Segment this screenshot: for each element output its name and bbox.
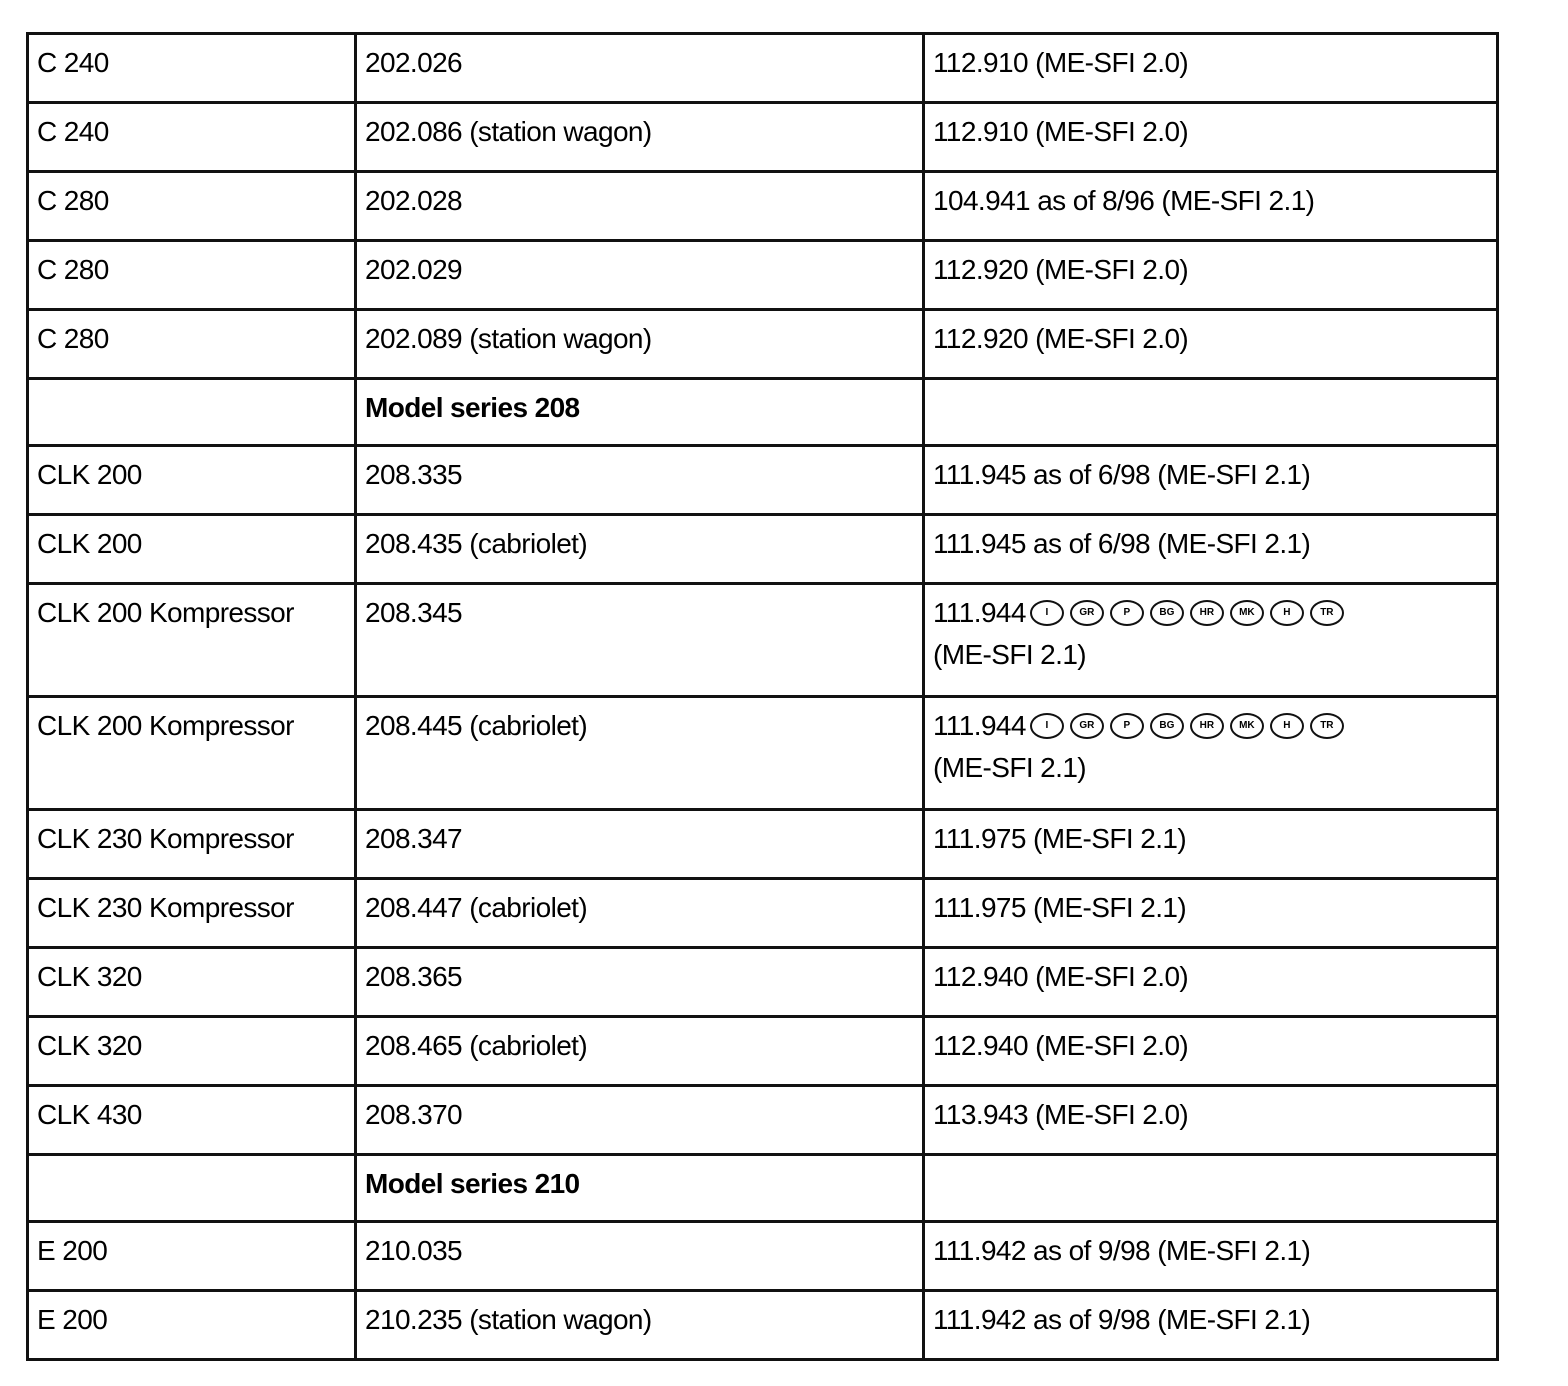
country-code-badge: MK: [1230, 600, 1264, 626]
engine-system: (ME-SFI 2.1): [933, 638, 1087, 670]
engine-cell: 112.940 (ME-SFI 2.0): [924, 948, 1498, 1017]
model-cell: CLK 200 Kompressor: [28, 584, 356, 697]
model-cell: CLK 200: [28, 515, 356, 584]
section-row: [28, 1155, 1498, 1222]
table-row: [28, 241, 1498, 310]
country-code-badge: P: [1110, 600, 1144, 626]
engine-cell: [924, 379, 1498, 446]
table-row: [28, 34, 1498, 103]
section-title: Model series 208: [356, 379, 924, 446]
country-code-badge: TR: [1310, 713, 1344, 739]
table-row: [28, 1086, 1498, 1155]
engine-code-line: [933, 593, 1488, 635]
designation-cell: 202.089 (station wagon): [356, 310, 924, 379]
table-row: [28, 515, 1498, 584]
country-code-badge: BG: [1150, 600, 1184, 626]
country-badges: [1030, 708, 1350, 748]
engine-system: (ME-SFI 2.1): [933, 751, 1087, 783]
model-cell: [28, 379, 356, 446]
table-row: [28, 172, 1498, 241]
engine-cell: 112.910 (ME-SFI 2.0): [924, 103, 1498, 172]
engine-code-line: [933, 706, 1488, 748]
engine-cell: 111.942 as of 9/98 (ME-SFI 2.1): [924, 1222, 1498, 1291]
country-code-badge: HR: [1190, 600, 1224, 626]
engine-cell: [924, 584, 1498, 697]
country-code-badge: BG: [1150, 713, 1184, 739]
model-cell: E 200: [28, 1291, 356, 1360]
engine-cell: 112.920 (ME-SFI 2.0): [924, 310, 1498, 379]
engine-code: 111.944: [933, 710, 1026, 741]
country-badges: [1030, 595, 1350, 635]
table-row: [28, 948, 1498, 1017]
country-code-badge: TR: [1310, 600, 1344, 626]
model-cell: C 240: [28, 103, 356, 172]
table-row: [28, 1222, 1498, 1291]
designation-cell: 208.345: [356, 584, 924, 697]
country-code-badge: MK: [1230, 713, 1264, 739]
designation-cell: 208.465 (cabriolet): [356, 1017, 924, 1086]
model-cell: C 240: [28, 34, 356, 103]
model-cell: C 280: [28, 310, 356, 379]
designation-cell: 208.370: [356, 1086, 924, 1155]
country-code-badge: P: [1110, 713, 1144, 739]
model-cell: CLK 200: [28, 446, 356, 515]
model-cell: C 280: [28, 172, 356, 241]
country-code-badge: H: [1270, 600, 1304, 626]
designation-cell: 210.035: [356, 1222, 924, 1291]
model-cell: E 200: [28, 1222, 356, 1291]
engine-cell: 111.942 as of 9/98 (ME-SFI 2.1): [924, 1291, 1498, 1360]
model-cell: CLK 230 Kompressor: [28, 810, 356, 879]
section-title: Model series 210: [356, 1155, 924, 1222]
engine-cell: [924, 1155, 1498, 1222]
country-code-badge: H: [1270, 713, 1304, 739]
designation-cell: 208.447 (cabriolet): [356, 879, 924, 948]
engine-cell: 111.975 (ME-SFI 2.1): [924, 879, 1498, 948]
engine-cell: 111.975 (ME-SFI 2.1): [924, 810, 1498, 879]
table-row: [28, 697, 1498, 810]
model-cell: C 280: [28, 241, 356, 310]
designation-cell: 208.365: [356, 948, 924, 1017]
designation-cell: 210.235 (station wagon): [356, 1291, 924, 1360]
engine-cell: 111.945 as of 6/98 (ME-SFI 2.1): [924, 515, 1498, 584]
designation-cell: 208.435 (cabriolet): [356, 515, 924, 584]
designation-cell: 202.026: [356, 34, 924, 103]
country-code-badge: GR: [1070, 600, 1104, 626]
table-row: [28, 879, 1498, 948]
designation-cell: 208.347: [356, 810, 924, 879]
country-code-badge: I: [1030, 600, 1064, 626]
engine-cell: 111.945 as of 6/98 (ME-SFI 2.1): [924, 446, 1498, 515]
engine-cell: 112.940 (ME-SFI 2.0): [924, 1017, 1498, 1086]
designation-cell: 202.028: [356, 172, 924, 241]
table-row: [28, 446, 1498, 515]
country-code-badge: I: [1030, 713, 1064, 739]
model-cell: CLK 230 Kompressor: [28, 879, 356, 948]
section-row: [28, 379, 1498, 446]
engine-cell: 112.920 (ME-SFI 2.0): [924, 241, 1498, 310]
table-body: [28, 34, 1498, 1360]
table-row: [28, 103, 1498, 172]
designation-cell: 208.445 (cabriolet): [356, 697, 924, 810]
model-cell: [28, 1155, 356, 1222]
engine-cell: 104.941 as of 8/96 (ME-SFI 2.1): [924, 172, 1498, 241]
model-cell: CLK 430: [28, 1086, 356, 1155]
model-cell: CLK 320: [28, 1017, 356, 1086]
model-cell: CLK 200 Kompressor: [28, 697, 356, 810]
table-row: [28, 584, 1498, 697]
designation-cell: 202.029: [356, 241, 924, 310]
table-row: [28, 310, 1498, 379]
designation-cell: 208.335: [356, 446, 924, 515]
table-row: [28, 810, 1498, 879]
designation-cell: 202.086 (station wagon): [356, 103, 924, 172]
engine-code: 111.944: [933, 597, 1026, 628]
vehicle-engine-table: [26, 32, 1499, 1361]
country-code-badge: HR: [1190, 713, 1224, 739]
table-row: [28, 1017, 1498, 1086]
engine-cell: 113.943 (ME-SFI 2.0): [924, 1086, 1498, 1155]
table-row: [28, 1291, 1498, 1360]
engine-cell: 112.910 (ME-SFI 2.0): [924, 34, 1498, 103]
model-cell: CLK 320: [28, 948, 356, 1017]
country-code-badge: GR: [1070, 713, 1104, 739]
engine-cell: [924, 697, 1498, 810]
